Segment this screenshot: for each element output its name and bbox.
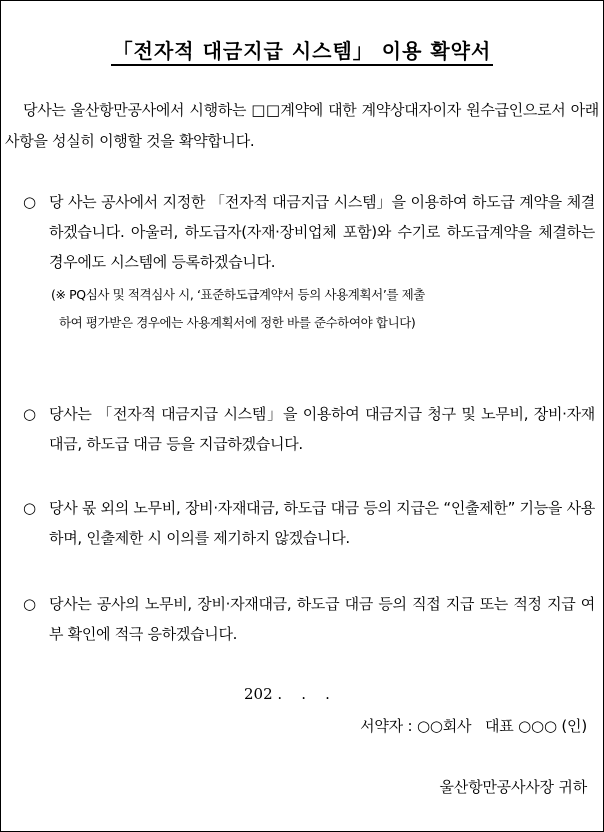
pledge-item-2: [23, 399, 595, 459]
intro-paragraph: 당사는 울산항만공사에서 시행하는 □□계약에 대한 계약상대자이자 원수급인으로서 아래 사항을 성실히 이행할 것을 확약합니다.: [5, 101, 599, 150]
note-line-2: 하여 평가받은 경우에는 사용계획서에 정한 바를 준수하여야 합니다): [59, 315, 416, 330]
bullet-circle-icon: ○: [23, 595, 36, 613]
document-title-text: 「전자적 대금지급 시스템」 이용 확약서: [111, 39, 494, 66]
bullet-circle-icon: ○: [23, 405, 36, 423]
bullet-circle-icon: ○: [23, 499, 36, 517]
recipient-line: 울산항만공사사장 귀하: [439, 778, 587, 796]
note-line-1: (※ PQ심사 및 적격심사 시, ‘표준하도급계약서 등의 사용계획서’를 제출: [51, 287, 425, 302]
pledge-item-text: 당 사는 공사에서 지정한 「전자적 대금지급 시스템」을 이용하여 하도급 계약을 체결하겠습니다. 아울러, 하도급자(자재·장비업체 포함)와 수기로 하도급계약을 체결하는 경우에도 시스템에 등록하겠습니다.: [49, 193, 595, 271]
bullet-circle-icon: ○: [23, 193, 36, 211]
pledge-item-text: 당사는 「전자적 대금지급 시스템」을 이용하여 대금지급 청구 및 노무비, 장비·자재대금, 하도급 대금 등을 지급하겠습니다.: [49, 405, 595, 453]
pledge-item-3: [23, 493, 595, 553]
pledge-item-1: [23, 187, 595, 337]
pledge-item-text: 당사 몫 외의 노무비, 장비·자재대금, 하도급 대금 등의 지급은 “인출제한” 기능을 사용하며, 인출제한 시 이의를 제기하지 않겠습니다.: [49, 499, 595, 547]
pledge-item-4: [23, 589, 595, 649]
pledge-item-text: 당사는 공사의 노무비, 장비·자재대금, 하도급 대금 등의 직접 지급 또는 적정 지급 여부 확인에 적극 응하겠습니다.: [49, 595, 595, 643]
signer-line: 서약자 : ○○회사 대표 ○○○ (인): [360, 717, 587, 735]
pledge-item-note: [51, 281, 595, 337]
document-title: [1, 35, 603, 64]
signature-date: 202 . . .: [244, 685, 330, 703]
